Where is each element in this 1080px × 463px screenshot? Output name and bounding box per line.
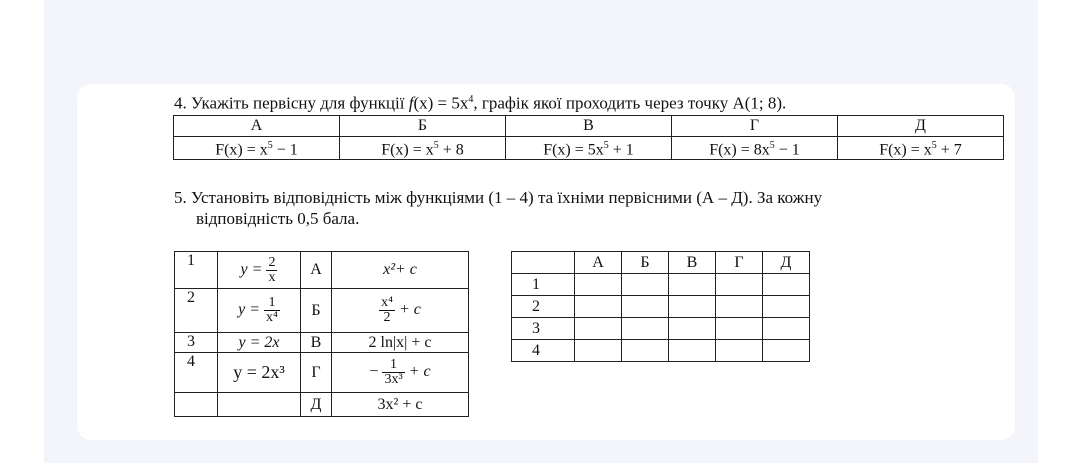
match-function <box>218 289 301 333</box>
answer-cell[interactable] <box>763 274 810 296</box>
match-function: y = 2x <box>218 333 301 353</box>
question-4-options-table <box>173 115 1004 160</box>
match-letter: Г <box>301 353 332 393</box>
answer-cell[interactable] <box>622 296 669 318</box>
answer-cell[interactable] <box>669 274 716 296</box>
opt-pre: F(x) = x <box>215 141 268 159</box>
q5-line-1: 5. Установіть відповідність між функціями (1 – 4) та їхніми первісними (А – Д). За кожну <box>174 188 823 207</box>
q4-header-row <box>174 116 1004 137</box>
answer-cell[interactable] <box>669 340 716 362</box>
opt-post: + 8 <box>438 141 464 159</box>
match-antiderivative: 2 ln|x| + c <box>332 333 469 353</box>
match-row <box>175 333 469 353</box>
opt-pre: F(x) = 5x <box>543 141 604 159</box>
match-function <box>218 393 301 417</box>
answer-col-header: А <box>575 252 622 274</box>
question-5-text <box>174 187 974 229</box>
q4-text-after: , графік якої проходить через точку A(1; 8). <box>473 93 787 113</box>
q5-line-2: відповідність 0,5 бала. <box>196 209 360 228</box>
q4-option-cell <box>174 137 340 160</box>
match-letter: В <box>301 333 332 353</box>
anti-suffix: + c <box>398 301 421 319</box>
opt-exp: 5 <box>433 140 439 151</box>
answer-cell[interactable] <box>575 318 622 340</box>
match-antiderivative <box>332 353 469 393</box>
opt-post: + 7 <box>936 141 962 159</box>
opt-exp: 5 <box>603 140 609 151</box>
answer-cell[interactable] <box>669 296 716 318</box>
answer-cell[interactable] <box>763 340 810 362</box>
q4-function-body: (x) = 5x <box>413 93 469 113</box>
answer-cell[interactable] <box>575 340 622 362</box>
match-antiderivative: 3x² + c <box>332 393 469 417</box>
frac-num: 2 <box>268 254 276 270</box>
q4-header-cell: Д <box>838 116 1004 137</box>
answer-grid-row <box>512 340 810 362</box>
answer-grid-header <box>512 252 810 274</box>
opt-pre: F(x) = 8x <box>709 141 770 159</box>
anti-suffix: + c <box>408 363 431 381</box>
answer-col-header: Б <box>622 252 669 274</box>
answer-col-header: Г <box>716 252 763 274</box>
q4-option-cell <box>838 137 1004 160</box>
opt-exp: 5 <box>267 140 273 151</box>
frac-den: x⁴ <box>266 310 278 325</box>
question-4-text <box>174 90 786 114</box>
answer-row-header: 4 <box>512 340 575 362</box>
answer-cell[interactable] <box>669 318 716 340</box>
frac-den: 3x³ <box>384 372 403 387</box>
match-number <box>175 393 218 417</box>
answer-cell[interactable] <box>622 318 669 340</box>
answer-grid-row <box>512 318 810 340</box>
answer-grid-row <box>512 274 810 296</box>
match-number: 2 <box>175 289 218 333</box>
q4-header-cell: Г <box>672 116 838 137</box>
answer-cell[interactable] <box>622 274 669 296</box>
answer-grid-corner <box>512 252 575 274</box>
match-number: 1 <box>175 252 218 289</box>
match-row <box>175 353 469 393</box>
match-number: 3 <box>175 333 218 353</box>
fn-prefix: y = <box>238 301 260 319</box>
answer-row-header: 3 <box>512 318 575 340</box>
q4-header-cell: В <box>506 116 672 137</box>
frac-den: x <box>268 269 276 285</box>
anti-fraction <box>382 358 404 387</box>
match-number: 4 <box>175 353 218 393</box>
match-letter: Б <box>301 289 332 333</box>
opt-post: + 1 <box>608 141 634 159</box>
answer-row-header: 2 <box>512 296 575 318</box>
q4-options-row <box>174 137 1004 160</box>
opt-post: − 1 <box>774 141 800 159</box>
frac-num: 1 <box>382 358 404 373</box>
q4-option-cell <box>340 137 506 160</box>
fn-prefix: y = <box>240 260 263 278</box>
matching-table <box>174 251 469 417</box>
answer-cell[interactable] <box>763 318 810 340</box>
answer-cell[interactable] <box>716 318 763 340</box>
match-function: y = 2x³ <box>218 353 301 393</box>
fn-fraction <box>266 256 277 285</box>
q4-option-cell <box>672 137 838 160</box>
match-antiderivative: x²+ c <box>332 252 469 289</box>
match-row <box>175 252 469 289</box>
answer-cell[interactable] <box>763 296 810 318</box>
q4-header-cell: А <box>174 116 340 137</box>
answer-cell[interactable] <box>575 274 622 296</box>
q4-function-name: f <box>408 93 414 113</box>
frac-num: 1 <box>264 296 280 311</box>
match-function <box>218 252 301 289</box>
frac-den: 2 <box>383 310 391 325</box>
match-letter: А <box>301 252 332 289</box>
opt-post: − 1 <box>272 141 298 159</box>
answer-cell[interactable] <box>716 340 763 362</box>
q4-option-cell <box>506 137 672 160</box>
anti-fraction <box>379 296 395 325</box>
q4-header-cell: Б <box>340 116 506 137</box>
opt-pre: F(x) = x <box>381 141 434 159</box>
opt-pre: F(x) = x <box>879 141 932 159</box>
q4-text-before: 4. Укажіть первісну для функції <box>174 93 409 113</box>
answer-col-header: Д <box>763 252 810 274</box>
q4-function-exponent: 4 <box>468 94 474 105</box>
opt-exp: 5 <box>931 140 937 151</box>
answer-grid <box>511 251 810 362</box>
match-row <box>175 393 469 417</box>
answer-cell[interactable] <box>716 274 763 296</box>
answer-row-header: 1 <box>512 274 575 296</box>
answer-col-header: В <box>669 252 716 274</box>
anti-prefix: − <box>369 363 379 381</box>
answer-cell[interactable] <box>575 296 622 318</box>
fn-fraction <box>264 296 280 325</box>
frac-num: x⁴ <box>381 295 393 310</box>
match-letter: Д <box>301 393 332 417</box>
match-row <box>175 289 469 333</box>
answer-grid-row <box>512 296 810 318</box>
opt-exp: 5 <box>769 140 775 151</box>
answer-cell[interactable] <box>716 296 763 318</box>
match-antiderivative <box>332 289 469 333</box>
answer-cell[interactable] <box>622 340 669 362</box>
